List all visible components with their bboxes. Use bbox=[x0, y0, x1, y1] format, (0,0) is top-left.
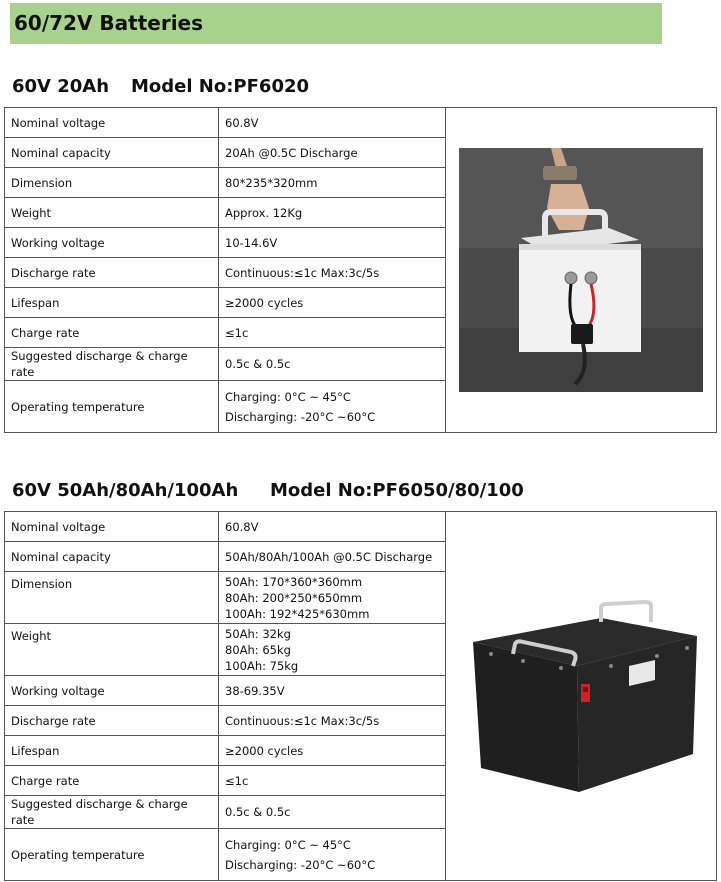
spec-label: Discharge rate bbox=[5, 706, 219, 736]
section2-image-cell bbox=[446, 512, 717, 881]
spec-label: Charge rate bbox=[5, 766, 219, 796]
section2-model: Model No:PF6050/80/100 bbox=[270, 480, 524, 501]
table-row bbox=[5, 512, 717, 542]
spec-value: 10-14.6V bbox=[219, 228, 446, 258]
spec-value-line: Discharging: -20°C ~60°C bbox=[225, 857, 376, 872]
spec-value: Approx. 12Kg bbox=[219, 198, 446, 228]
spec-value: 38-69.35V bbox=[219, 676, 446, 706]
spec-label: Lifespan bbox=[5, 288, 219, 318]
spec-label: Nominal capacity bbox=[5, 542, 219, 572]
spec-value: 60.8V bbox=[219, 108, 446, 138]
spec-value-line: 80Ah: 200*250*650mm bbox=[225, 590, 363, 605]
spec-label: Discharge rate bbox=[5, 258, 219, 288]
section1-image-cell bbox=[446, 108, 717, 433]
page-banner bbox=[10, 3, 662, 44]
spec-value-line: 100Ah: 192*425*630mm bbox=[225, 606, 370, 621]
spec-label: Working voltage bbox=[5, 228, 219, 258]
spec-value bbox=[219, 624, 446, 676]
section2-heading bbox=[12, 480, 524, 501]
spec-value bbox=[219, 381, 446, 433]
section1-spec-table bbox=[4, 107, 717, 433]
spec-label: Operating temperature bbox=[5, 381, 219, 433]
section1-heading bbox=[12, 76, 310, 97]
section2-spec-table bbox=[4, 511, 717, 881]
spec-value: Continuous:≤1c Max:3c/5s bbox=[219, 706, 446, 736]
section1-title: 60V 20Ah bbox=[12, 76, 110, 97]
spec-label: Working voltage bbox=[5, 676, 219, 706]
section2-title: 60V 50Ah/80Ah/100Ah bbox=[12, 480, 239, 501]
spec-value: 0.5c & 0.5c bbox=[219, 348, 446, 381]
spec-value-line: 50Ah: 170*360*360mm bbox=[225, 574, 363, 589]
spec-value: Continuous:≤1c Max:3c/5s bbox=[219, 258, 446, 288]
spec-value-line: Charging: 0°C ~ 45°C bbox=[225, 837, 351, 852]
spec-value: ≤1c bbox=[219, 318, 446, 348]
spec-label: Charge rate bbox=[5, 318, 219, 348]
section1-model: Model No:PF6020 bbox=[131, 76, 310, 97]
spec-value: 80*235*320mm bbox=[219, 168, 446, 198]
spec-value-line: 100Ah: 75kg bbox=[225, 658, 299, 673]
spec-label: Nominal voltage bbox=[5, 512, 219, 542]
spec-value-line: 50Ah: 32kg bbox=[225, 626, 291, 641]
spec-value: 0.5c & 0.5c bbox=[219, 796, 446, 829]
spec-label: Lifespan bbox=[5, 736, 219, 766]
spec-value-line: Discharging: -20°C ~60°C bbox=[225, 409, 376, 424]
banner-title: 60/72V Batteries bbox=[14, 11, 204, 35]
spec-value-line: Charging: 0°C ~ 45°C bbox=[225, 389, 351, 404]
battery-photo-black bbox=[461, 596, 701, 796]
spec-value bbox=[219, 829, 446, 881]
spec-label: Nominal voltage bbox=[5, 108, 219, 138]
spec-label: Nominal capacity bbox=[5, 138, 219, 168]
spec-label: Weight bbox=[5, 624, 219, 676]
spec-value: 60.8V bbox=[219, 512, 446, 542]
spec-label: Dimension bbox=[5, 572, 219, 624]
table-row bbox=[5, 108, 717, 138]
spec-value bbox=[219, 572, 446, 624]
spec-value-line: 80Ah: 65kg bbox=[225, 642, 291, 657]
spec-label: Operating temperature bbox=[5, 829, 219, 881]
spec-label: Dimension bbox=[5, 168, 219, 198]
spec-value: 20Ah @0.5C Discharge bbox=[219, 138, 446, 168]
battery-photo-white bbox=[459, 148, 703, 392]
spec-value: ≤1c bbox=[219, 766, 446, 796]
spec-value: 50Ah/80Ah/100Ah @0.5C Discharge bbox=[219, 542, 446, 572]
spec-label: Suggested discharge & charge rate bbox=[5, 348, 219, 381]
spec-value: ≥2000 cycles bbox=[219, 288, 446, 318]
spec-label: Weight bbox=[5, 198, 219, 228]
spec-label: Suggested discharge & charge rate bbox=[5, 796, 219, 829]
spec-value: ≥2000 cycles bbox=[219, 736, 446, 766]
